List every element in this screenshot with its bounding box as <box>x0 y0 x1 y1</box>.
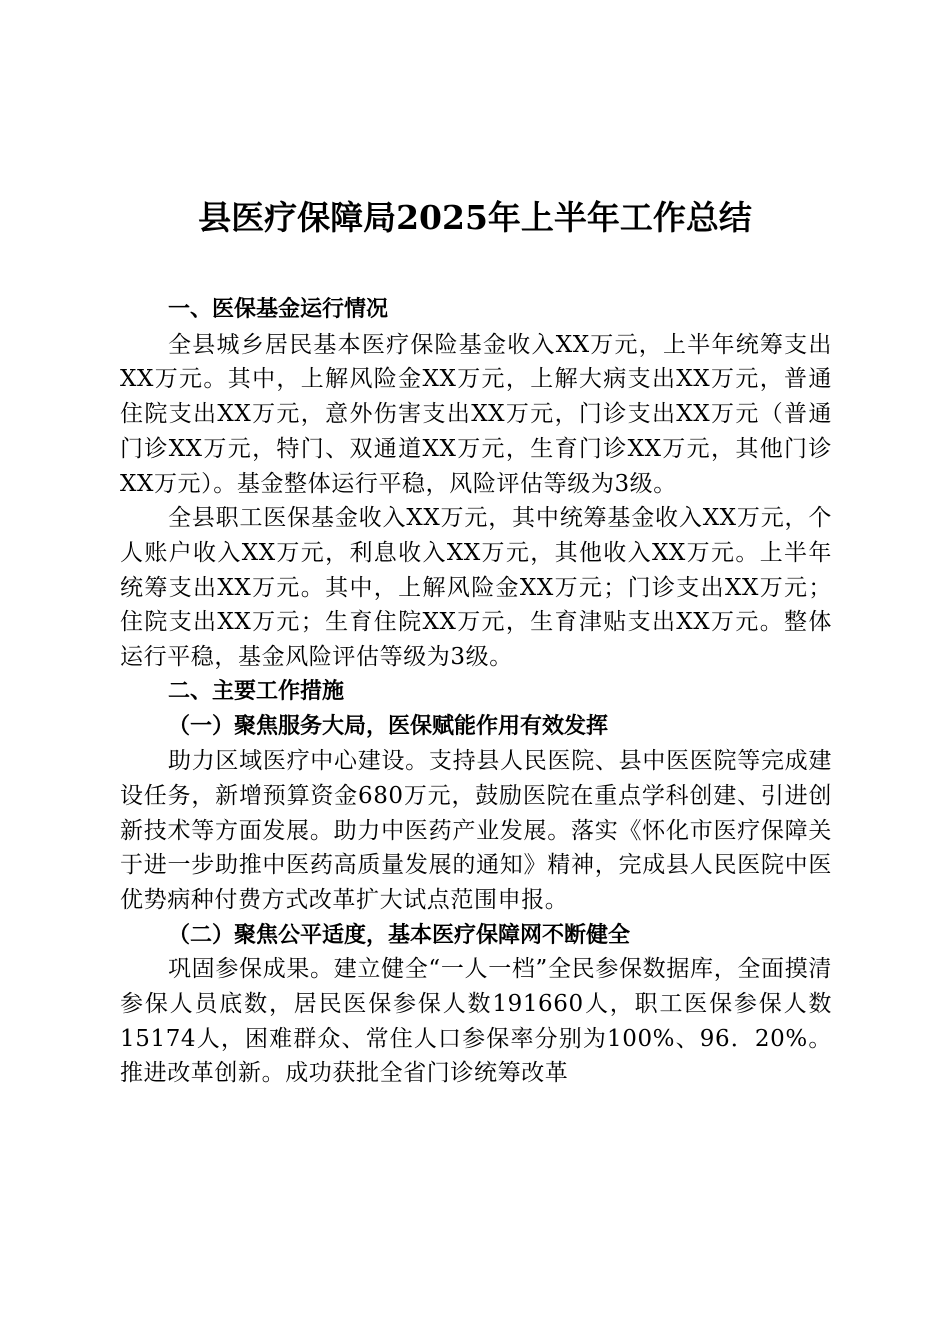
paragraph-resident-insurance-fund: 全县城乡居民基本医疗保险基金收入XX万元，上半年统筹支出XX万元。其中，上解风险金XX万元，上解大病支出XX万元，普通住院支出XX万元，意外伤害支出XX万元，门诊支出XX万元（普通门诊XX万元，特门、双通道XX万元，生育门诊XX万元，其他门诊XX万元）。基金整体运行平稳，风险评估等级为3级。 <box>120 331 832 497</box>
paragraph-insurance-enrollment: 巩固参保成果。建立健全“一人一档”全民参保数据库，全面摸清参保人员底数，居民医保参保人数191660人，职工医保参保人数15174人，困难群众、常住人口参保率分别为100%、96．20%。推进改革创新。成功获批全省门诊统筹改革 <box>120 956 832 1087</box>
paragraph-regional-medical-center: 助力区域医疗中心建设。支持县人民医院、县中医医院等完成建设任务，新增预算资金680万元，鼓励医院在重点学科创建、引进创新技术等方面发展。助力中医药产业发展。落实《怀化市医疗保障关于进一步助推中医药高质量发展的通知》精神，完成县人民医院中医优势病种付费方式改革扩大试点范围申报。 <box>120 748 832 913</box>
document-body <box>120 293 832 1091</box>
section-heading-work-measures: 二、主要工作措施 <box>168 678 345 704</box>
page-title: 县医疗保障局2025年上半年工作总结 <box>198 198 752 237</box>
subsection-heading-fairness: （二）聚焦公平适度，基本医疗保障网不断健全 <box>168 921 631 948</box>
subsection-heading-service: （一）聚焦服务大局，医保赋能作用有效发挥 <box>168 713 609 740</box>
paragraph-employee-insurance-fund: 全县职工医保基金收入XX万元，其中统筹基金收入XX万元，个人账户收入XX万元，利息收入XX万元，其他收入XX万元。上半年统筹支出XX万元。其中，上解风险金XX万元；门诊支出XX万元；住院支出XX万元；生育住院XX万元，生育津贴支出XX万元。整体运行平稳，基金风险评估等级为3级。 <box>120 505 832 671</box>
section-heading-fund-operation: 一、医保基金运行情况 <box>168 297 389 322</box>
